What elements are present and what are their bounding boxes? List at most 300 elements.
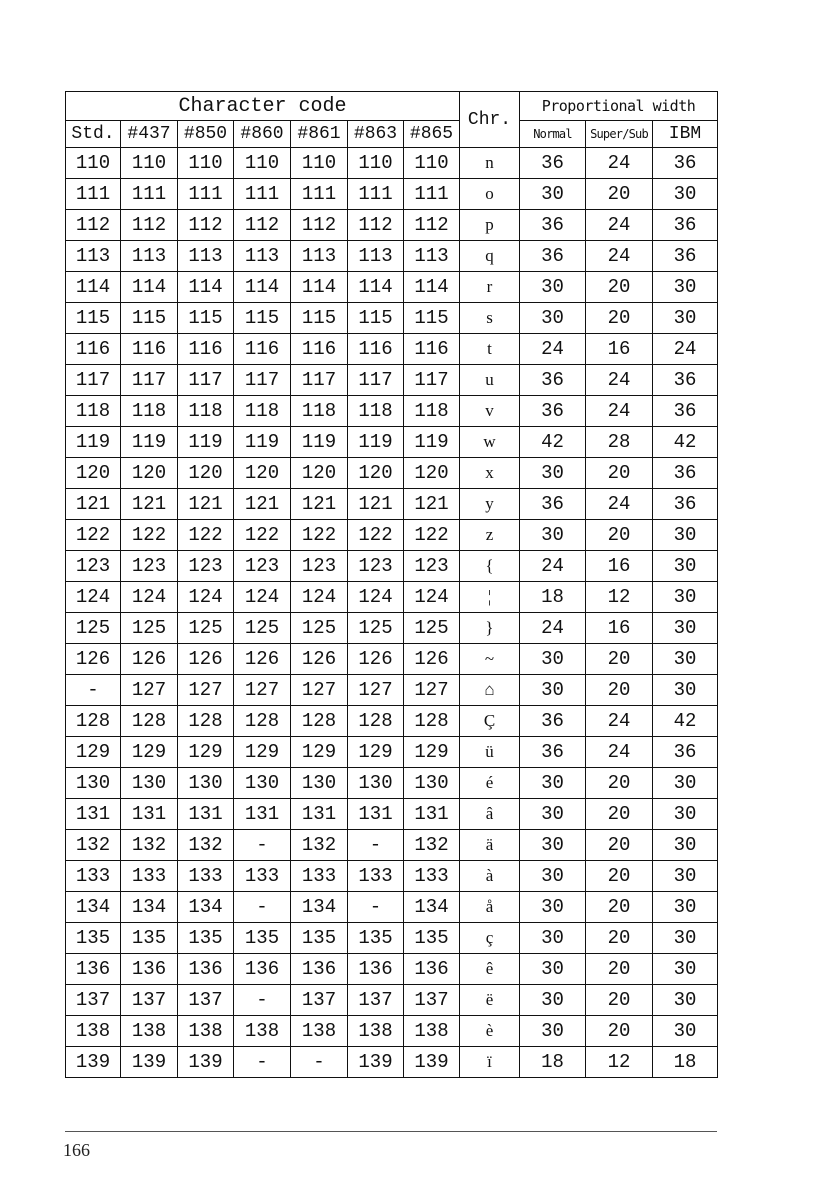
cell-code-861: 128 [291, 706, 348, 737]
cell-width-ibm: 30 [653, 582, 718, 613]
cell-code-865: 121 [404, 489, 460, 520]
cell-code-860: 118 [234, 396, 291, 427]
cell-character: p [460, 210, 520, 241]
cell-character: ⌂ [460, 675, 520, 706]
cell-width-normal: 24 [520, 551, 586, 582]
column-header-ibm: IBM [653, 121, 718, 148]
cell-width-ibm: 36 [653, 365, 718, 396]
cell-code-437: 136 [121, 954, 178, 985]
table-row [66, 489, 718, 520]
cell-width-ibm: 36 [653, 458, 718, 489]
cell-code-863: 125 [348, 613, 404, 644]
cell-code-850: 127 [178, 675, 234, 706]
column-header-850: #850 [178, 121, 234, 148]
cell-code-860: 111 [234, 179, 291, 210]
cell-width-ibm: 30 [653, 303, 718, 334]
cell-width-ibm: 30 [653, 768, 718, 799]
table-row [66, 148, 718, 179]
cell-code-437: 126 [121, 644, 178, 675]
cell-code-860: - [234, 985, 291, 1016]
footer-rule [65, 1131, 717, 1132]
cell-code-861: 113 [291, 241, 348, 272]
proportional-width-header: Proportional width [520, 92, 718, 121]
cell-code-850: 130 [178, 768, 234, 799]
cell-character: } [460, 613, 520, 644]
cell-code-850: 126 [178, 644, 234, 675]
cell-code-850: 115 [178, 303, 234, 334]
cell-width-super-sub: 16 [586, 551, 653, 582]
cell-code-std: 123 [66, 551, 121, 582]
cell-width-normal: 30 [520, 179, 586, 210]
column-header-865: #865 [404, 121, 460, 148]
cell-width-ibm: 18 [653, 1047, 718, 1078]
cell-width-normal: 30 [520, 923, 586, 954]
cell-width-ibm: 30 [653, 954, 718, 985]
cell-width-ibm: 30 [653, 179, 718, 210]
cell-code-860: 125 [234, 613, 291, 644]
table-row [66, 923, 718, 954]
cell-code-863: - [348, 892, 404, 923]
cell-code-865: 138 [404, 1016, 460, 1047]
table-row [66, 892, 718, 923]
cell-code-861: 135 [291, 923, 348, 954]
cell-code-860: 124 [234, 582, 291, 613]
cell-code-std: 135 [66, 923, 121, 954]
cell-width-normal: 30 [520, 954, 586, 985]
cell-code-861: 127 [291, 675, 348, 706]
cell-width-super-sub: 24 [586, 365, 653, 396]
cell-code-860: 117 [234, 365, 291, 396]
cell-code-850: 137 [178, 985, 234, 1016]
cell-code-std: 122 [66, 520, 121, 551]
cell-code-850: 128 [178, 706, 234, 737]
cell-character: ë [460, 985, 520, 1016]
cell-code-860: 128 [234, 706, 291, 737]
cell-code-861: 136 [291, 954, 348, 985]
cell-code-861: 117 [291, 365, 348, 396]
cell-code-850: 139 [178, 1047, 234, 1078]
cell-code-437: 124 [121, 582, 178, 613]
cell-code-863: 126 [348, 644, 404, 675]
cell-code-std: 116 [66, 334, 121, 365]
cell-code-861: 131 [291, 799, 348, 830]
cell-code-863: 119 [348, 427, 404, 458]
cell-code-437: 137 [121, 985, 178, 1016]
cell-code-861: 138 [291, 1016, 348, 1047]
cell-code-861: 137 [291, 985, 348, 1016]
cell-width-ibm: 36 [653, 737, 718, 768]
cell-code-863: 121 [348, 489, 404, 520]
cell-width-super-sub: 20 [586, 458, 653, 489]
cell-width-super-sub: 20 [586, 644, 653, 675]
cell-width-super-sub: 12 [586, 582, 653, 613]
cell-code-850: 125 [178, 613, 234, 644]
cell-code-861: 112 [291, 210, 348, 241]
table-row [66, 644, 718, 675]
cell-code-860: 130 [234, 768, 291, 799]
cell-code-std: 129 [66, 737, 121, 768]
cell-code-437: 118 [121, 396, 178, 427]
cell-code-861: 114 [291, 272, 348, 303]
cell-code-850: 121 [178, 489, 234, 520]
cell-code-437: 131 [121, 799, 178, 830]
cell-code-std: 134 [66, 892, 121, 923]
cell-width-super-sub: 12 [586, 1047, 653, 1078]
cell-width-super-sub: 20 [586, 272, 653, 303]
table-row [66, 861, 718, 892]
cell-width-super-sub: 28 [586, 427, 653, 458]
character-code-header: Character code [66, 92, 460, 121]
cell-code-std: 139 [66, 1047, 121, 1078]
cell-code-865: 114 [404, 272, 460, 303]
cell-character: ï [460, 1047, 520, 1078]
cell-width-ibm: 30 [653, 1016, 718, 1047]
cell-width-ibm: 30 [653, 551, 718, 582]
cell-code-861: 125 [291, 613, 348, 644]
cell-code-865: 113 [404, 241, 460, 272]
cell-code-865: 126 [404, 644, 460, 675]
cell-code-std: - [66, 675, 121, 706]
cell-width-super-sub: 20 [586, 179, 653, 210]
cell-code-860: - [234, 1047, 291, 1078]
table-row [66, 1047, 718, 1078]
cell-character: t [460, 334, 520, 365]
cell-code-865: 110 [404, 148, 460, 179]
cell-width-ibm: 30 [653, 923, 718, 954]
cell-width-normal: 36 [520, 489, 586, 520]
cell-code-std: 113 [66, 241, 121, 272]
cell-code-std: 137 [66, 985, 121, 1016]
table-row [66, 272, 718, 303]
table-row [66, 706, 718, 737]
cell-code-860: 129 [234, 737, 291, 768]
cell-code-437: 133 [121, 861, 178, 892]
cell-code-861: 118 [291, 396, 348, 427]
cell-code-437: 114 [121, 272, 178, 303]
cell-width-super-sub: 20 [586, 768, 653, 799]
cell-code-863: 128 [348, 706, 404, 737]
cell-code-850: 136 [178, 954, 234, 985]
cell-code-865: 134 [404, 892, 460, 923]
cell-width-super-sub: 20 [586, 520, 653, 551]
cell-width-normal: 30 [520, 985, 586, 1016]
cell-character: q [460, 241, 520, 272]
cell-width-ibm: 24 [653, 334, 718, 365]
cell-code-865: 137 [404, 985, 460, 1016]
cell-code-std: 136 [66, 954, 121, 985]
table-row [66, 458, 718, 489]
cell-code-std: 138 [66, 1016, 121, 1047]
cell-width-ibm: 36 [653, 148, 718, 179]
cell-code-863: 116 [348, 334, 404, 365]
cell-character: å [460, 892, 520, 923]
cell-character: ç [460, 923, 520, 954]
cell-character: é [460, 768, 520, 799]
cell-code-861: 116 [291, 334, 348, 365]
cell-width-normal: 36 [520, 210, 586, 241]
cell-width-super-sub: 24 [586, 737, 653, 768]
cell-character: Ç [460, 706, 520, 737]
table-row [66, 954, 718, 985]
column-header-860: #860 [234, 121, 291, 148]
cell-code-std: 111 [66, 179, 121, 210]
cell-code-850: 135 [178, 923, 234, 954]
cell-code-850: 131 [178, 799, 234, 830]
cell-code-865: 135 [404, 923, 460, 954]
cell-character: ~ [460, 644, 520, 675]
cell-code-850: 133 [178, 861, 234, 892]
cell-character: s [460, 303, 520, 334]
cell-code-863: 118 [348, 396, 404, 427]
cell-code-850: 119 [178, 427, 234, 458]
table-row [66, 1016, 718, 1047]
cell-code-865: 130 [404, 768, 460, 799]
cell-code-863: 112 [348, 210, 404, 241]
cell-code-860: 123 [234, 551, 291, 582]
cell-width-super-sub: 24 [586, 210, 653, 241]
cell-code-865: 129 [404, 737, 460, 768]
cell-code-861: 132 [291, 830, 348, 861]
cell-code-850: 134 [178, 892, 234, 923]
cell-code-850: 138 [178, 1016, 234, 1047]
cell-code-861: 115 [291, 303, 348, 334]
cell-code-std: 114 [66, 272, 121, 303]
cell-code-861: 119 [291, 427, 348, 458]
cell-code-860: - [234, 892, 291, 923]
cell-code-437: 129 [121, 737, 178, 768]
cell-code-437: 132 [121, 830, 178, 861]
header-row-top [66, 92, 718, 121]
cell-code-860: 122 [234, 520, 291, 551]
cell-code-861: 134 [291, 892, 348, 923]
cell-code-437: 120 [121, 458, 178, 489]
cell-width-normal: 18 [520, 582, 586, 613]
cell-code-437: 139 [121, 1047, 178, 1078]
cell-width-normal: 36 [520, 148, 586, 179]
cell-width-super-sub: 20 [586, 303, 653, 334]
column-header-861: #861 [291, 121, 348, 148]
cell-width-super-sub: 24 [586, 489, 653, 520]
table-body [66, 148, 718, 1078]
cell-code-860: - [234, 830, 291, 861]
cell-code-437: 116 [121, 334, 178, 365]
cell-code-863: 120 [348, 458, 404, 489]
cell-code-std: 132 [66, 830, 121, 861]
cell-code-std: 120 [66, 458, 121, 489]
cell-code-437: 115 [121, 303, 178, 334]
cell-width-normal: 30 [520, 1016, 586, 1047]
cell-code-865: 116 [404, 334, 460, 365]
table-row [66, 768, 718, 799]
table-row [66, 241, 718, 272]
table-row [66, 582, 718, 613]
cell-code-865: 112 [404, 210, 460, 241]
cell-width-super-sub: 20 [586, 985, 653, 1016]
cell-code-437: 113 [121, 241, 178, 272]
cell-code-850: 123 [178, 551, 234, 582]
cell-width-super-sub: 24 [586, 241, 653, 272]
cell-code-865: 136 [404, 954, 460, 985]
cell-width-ibm: 36 [653, 241, 718, 272]
column-header-normal: Normal [520, 121, 586, 148]
cell-code-std: 112 [66, 210, 121, 241]
cell-width-ibm: 30 [653, 644, 718, 675]
cell-code-863: 133 [348, 861, 404, 892]
cell-code-861: 129 [291, 737, 348, 768]
cell-character: { [460, 551, 520, 582]
cell-character: x [460, 458, 520, 489]
cell-width-normal: 36 [520, 241, 586, 272]
cell-character: è [460, 1016, 520, 1047]
cell-code-863: 110 [348, 148, 404, 179]
cell-character: ¦ [460, 582, 520, 613]
cell-code-850: 117 [178, 365, 234, 396]
cell-code-860: 116 [234, 334, 291, 365]
cell-code-std: 131 [66, 799, 121, 830]
cell-code-std: 115 [66, 303, 121, 334]
cell-code-865: 122 [404, 520, 460, 551]
cell-code-860: 121 [234, 489, 291, 520]
column-header-super-sub: Super/Sub [586, 121, 653, 148]
cell-code-865: 115 [404, 303, 460, 334]
cell-width-super-sub: 24 [586, 396, 653, 427]
cell-code-861: 123 [291, 551, 348, 582]
cell-width-ibm: 36 [653, 489, 718, 520]
cell-code-865: 133 [404, 861, 460, 892]
cell-width-ibm: 36 [653, 210, 718, 241]
table-row [66, 210, 718, 241]
cell-code-863: - [348, 830, 404, 861]
cell-width-super-sub: 20 [586, 923, 653, 954]
column-header-863: #863 [348, 121, 404, 148]
cell-code-850: 132 [178, 830, 234, 861]
cell-code-std: 118 [66, 396, 121, 427]
cell-width-ibm: 30 [653, 799, 718, 830]
cell-code-860: 127 [234, 675, 291, 706]
header-row-columns [66, 121, 718, 148]
cell-code-865: 119 [404, 427, 460, 458]
cell-width-normal: 30 [520, 799, 586, 830]
cell-code-860: 119 [234, 427, 291, 458]
cell-code-437: 112 [121, 210, 178, 241]
column-header-std: Std. [66, 121, 121, 148]
cell-width-normal: 30 [520, 458, 586, 489]
cell-character: à [460, 861, 520, 892]
cell-width-normal: 30 [520, 644, 586, 675]
cell-code-437: 111 [121, 179, 178, 210]
cell-code-865: 111 [404, 179, 460, 210]
cell-code-850: 112 [178, 210, 234, 241]
cell-code-850: 124 [178, 582, 234, 613]
cell-character: n [460, 148, 520, 179]
cell-code-std: 130 [66, 768, 121, 799]
cell-width-ibm: 30 [653, 272, 718, 303]
cell-code-std: 133 [66, 861, 121, 892]
cell-width-ibm: 30 [653, 520, 718, 551]
column-header-437: #437 [121, 121, 178, 148]
cell-width-normal: 18 [520, 1047, 586, 1078]
cell-code-860: 126 [234, 644, 291, 675]
cell-code-437: 119 [121, 427, 178, 458]
cell-code-865: 120 [404, 458, 460, 489]
cell-code-863: 122 [348, 520, 404, 551]
cell-width-ibm: 30 [653, 892, 718, 923]
cell-code-865: 128 [404, 706, 460, 737]
cell-width-ibm: 30 [653, 675, 718, 706]
cell-code-865: 117 [404, 365, 460, 396]
cell-code-437: 123 [121, 551, 178, 582]
cell-width-normal: 30 [520, 272, 586, 303]
cell-code-850: 118 [178, 396, 234, 427]
cell-code-861: 126 [291, 644, 348, 675]
cell-code-860: 110 [234, 148, 291, 179]
table-row [66, 675, 718, 706]
cell-width-normal: 36 [520, 706, 586, 737]
cell-code-861: 133 [291, 861, 348, 892]
cell-code-437: 125 [121, 613, 178, 644]
table-row [66, 179, 718, 210]
cell-character: u [460, 365, 520, 396]
cell-code-861: 122 [291, 520, 348, 551]
cell-code-std: 121 [66, 489, 121, 520]
cell-code-865: 124 [404, 582, 460, 613]
cell-code-865: 118 [404, 396, 460, 427]
cell-code-865: 131 [404, 799, 460, 830]
cell-character: â [460, 799, 520, 830]
cell-code-861: 111 [291, 179, 348, 210]
cell-width-normal: 30 [520, 303, 586, 334]
cell-width-normal: 30 [520, 861, 586, 892]
cell-width-normal: 24 [520, 613, 586, 644]
cell-code-437: 127 [121, 675, 178, 706]
cell-code-std: 110 [66, 148, 121, 179]
cell-code-860: 131 [234, 799, 291, 830]
cell-code-437: 135 [121, 923, 178, 954]
cell-width-super-sub: 20 [586, 830, 653, 861]
cell-code-850: 113 [178, 241, 234, 272]
cell-width-normal: 30 [520, 520, 586, 551]
cell-code-850: 122 [178, 520, 234, 551]
table-row [66, 396, 718, 427]
cell-code-863: 123 [348, 551, 404, 582]
cell-code-865: 127 [404, 675, 460, 706]
cell-width-super-sub: 20 [586, 892, 653, 923]
table-row [66, 985, 718, 1016]
page-number: 166 [63, 1140, 90, 1160]
cell-code-863: 115 [348, 303, 404, 334]
cell-code-863: 137 [348, 985, 404, 1016]
cell-character: ü [460, 737, 520, 768]
cell-code-860: 135 [234, 923, 291, 954]
cell-code-865: 125 [404, 613, 460, 644]
cell-code-std: 117 [66, 365, 121, 396]
cell-width-super-sub: 16 [586, 613, 653, 644]
cell-character: r [460, 272, 520, 303]
cell-code-860: 114 [234, 272, 291, 303]
cell-code-std: 124 [66, 582, 121, 613]
table-row [66, 799, 718, 830]
character-code-table [65, 91, 718, 1078]
cell-width-ibm: 42 [653, 706, 718, 737]
cell-code-std: 126 [66, 644, 121, 675]
cell-code-863: 127 [348, 675, 404, 706]
cell-code-863: 136 [348, 954, 404, 985]
cell-width-ibm: 30 [653, 830, 718, 861]
cell-code-860: 120 [234, 458, 291, 489]
cell-code-863: 113 [348, 241, 404, 272]
table-row [66, 427, 718, 458]
table-row [66, 520, 718, 551]
